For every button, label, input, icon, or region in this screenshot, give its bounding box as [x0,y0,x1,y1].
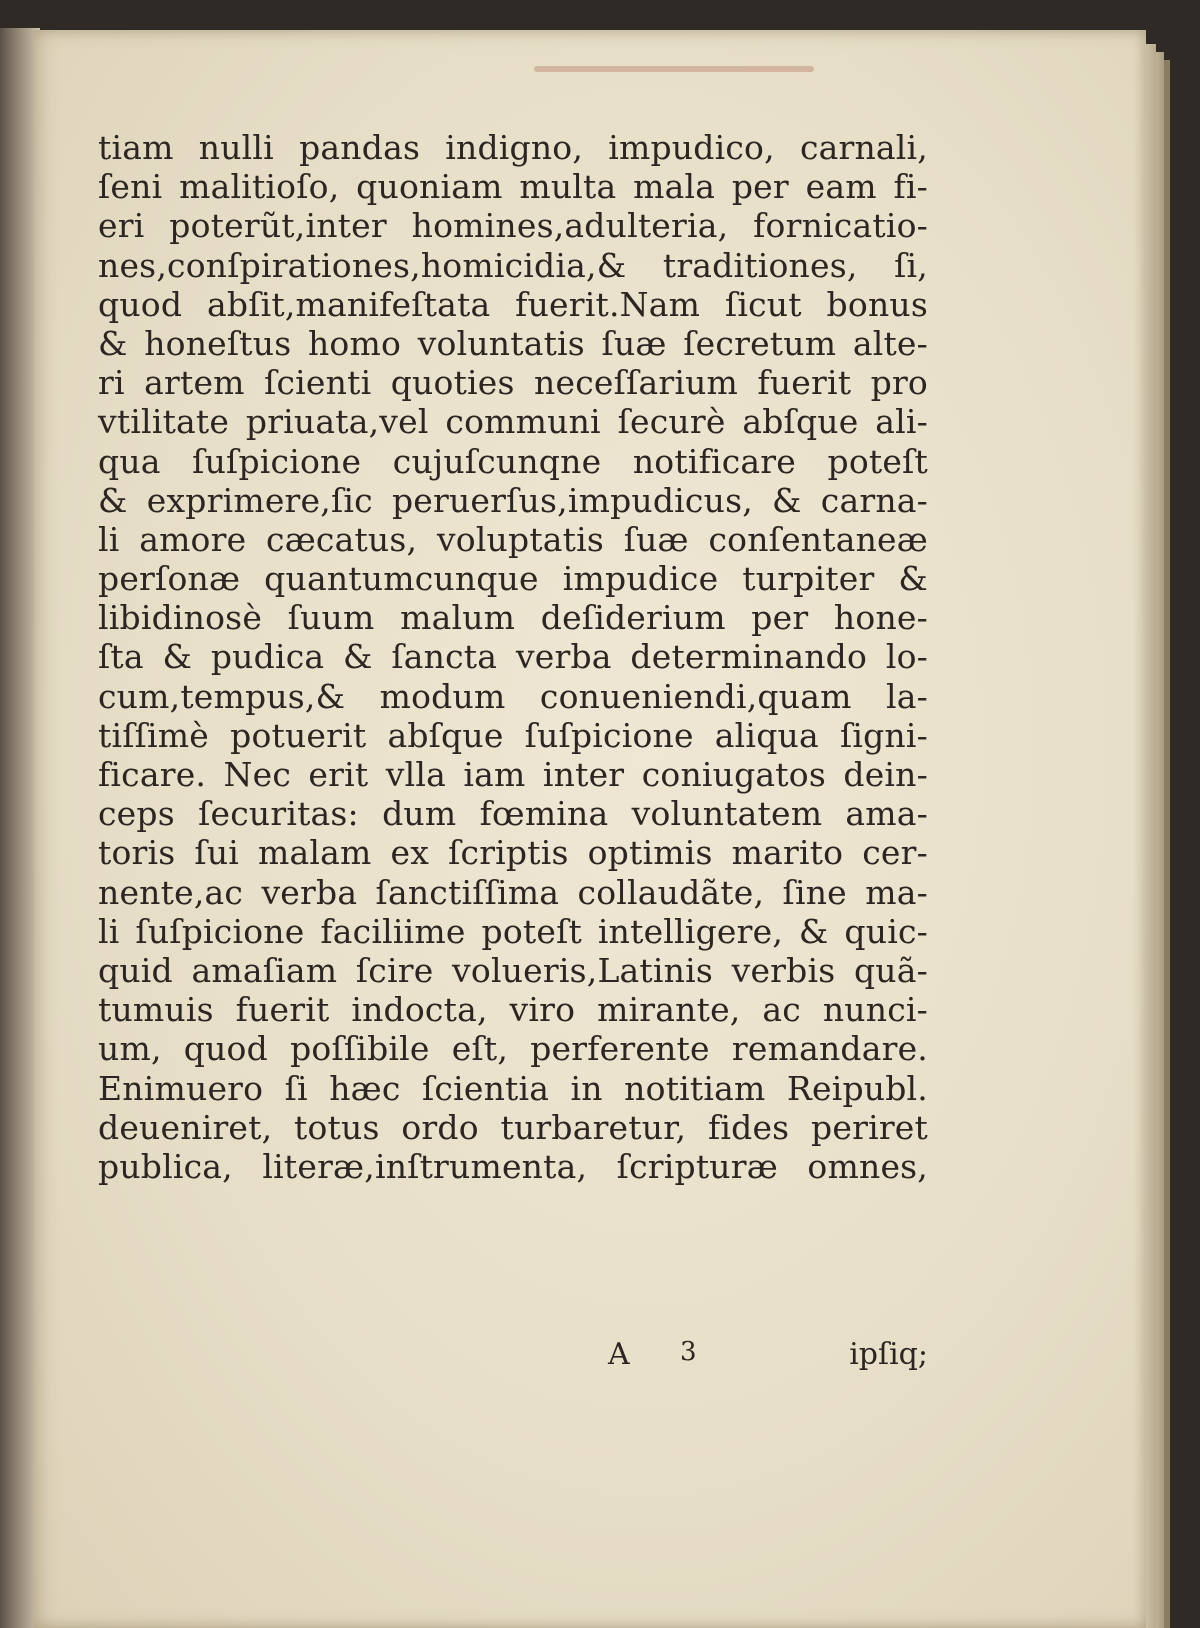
text-line: tiam nulli pandas indigno, impudico, carnali, [98,128,928,167]
text-line: & honeſtus homo voluntatis ſuæ ſecretum alte- [98,323,928,363]
folio-number: 3 [680,1337,697,1367]
text-line: nes,conſpirationes,homicidia,& traditiones, ſi, [98,245,928,285]
text-line: um, quod poſſibile eſt, perferente remandare. [98,1029,928,1069]
page-edge [1156,52,1164,1628]
text-line: ficare. Nec erit vlla iam inter coniugatos dein- [98,755,928,794]
text-line: quid amaſiam ſcire volueris,Latinis verbis quã- [98,950,928,990]
page-footer [98,1337,928,1377]
text-line: ceps ſecuritas: dum fœmina voluntatem ama- [98,794,928,834]
text-line: ri artem ſcienti quoties neceſſarium fuerit pro [98,363,928,403]
text-line: quod abſit,manifeſtata fuerit.Nam ſicut bonus [98,284,928,324]
text-line: cum,tempus,& modum conueniendi,quam la- [98,676,928,716]
text-line: & exprimere,ſic peruerſus,impudicus, & carna- [98,480,928,520]
text-line: tiſſimè potuerit abſque ſuſpicione aliqua ſigni- [98,715,928,755]
text-line: nente,ac verba ſanctiſſima collaudãte, ſine ma- [98,872,928,912]
text-line: li ſuſpicione faciliime poteſt intelligere, & quic- [98,911,928,951]
text-line: ſeni malitioſo, quoniam multa mala per eam fi- [98,167,928,207]
text-line: qua ſuſpicione cujuſcunqne notificare poteſt [98,441,928,481]
text-line: vtilitate priuata,vel communi ſecurè abſque ali- [98,402,928,442]
text-line: ſta & pudica & ſancta verba determinando lo- [98,637,928,677]
text-line: Enimuero ſi hæc ſcientia in notitiam Reipubl. [98,1068,928,1108]
text-line: tumuis fuerit indocta, viro mirante, ac nunci- [98,990,928,1030]
body-text [98,128,928,1186]
signature-mark: A [608,1337,630,1372]
text-line: eri poterũt,inter homines,adulteria, fornicatio- [98,206,928,246]
catchword: ipſiq; [849,1337,928,1372]
text-line: publica, literæ,inſtrumenta, ſcripturæ omnes, [98,1146,928,1186]
ink-smudge [534,66,814,72]
text-line: toris ſui malam ex ſcriptis optimis marito cer- [98,833,928,873]
background-margin [1170,0,1200,1628]
text-line: libidinosè ſuum malum deſiderium per hone- [98,598,928,638]
text-line: perſonæ quantumcunque impudice turpiter & [98,559,928,599]
text-line: li amore cæcatus, voluptatis ſuæ conſentaneæ [98,519,928,559]
text-line: deueniret, totus ordo turbaretur, fides periret [98,1107,928,1147]
page-edge [1146,44,1156,1628]
